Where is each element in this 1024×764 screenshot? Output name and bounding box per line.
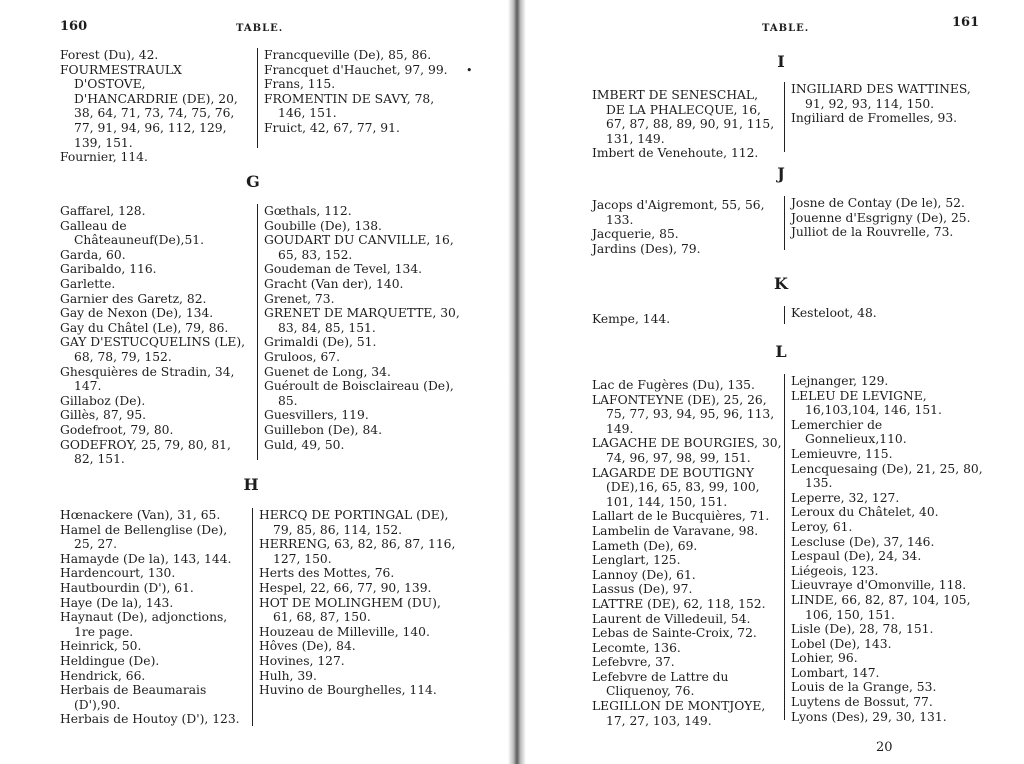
- index-entry: Guesvillers, 119.: [264, 408, 369, 423]
- index-entry: Lisle (De), 28, 78, 151.: [791, 622, 934, 637]
- index-entry: LAGARDE DE BOUTIGNY (DE),16, 65, 83, 99, 100, 101, 144, 150, 151.: [592, 465, 760, 509]
- index-entry: Hamel de Bellenglise (De), 25, 27.: [60, 522, 228, 552]
- index-entry: INGILIARD DES WATTINES, 91, 92, 93, 114, 150.: [791, 82, 971, 111]
- index-entry: Hautbourdin (D'), 61.: [60, 580, 194, 595]
- index-entry: Hardencourt, 130.: [60, 566, 176, 581]
- right-page: [526, 0, 1024, 764]
- index-entry: Guillebon (De), 84.: [264, 422, 383, 437]
- index-entry: Lescluse (De), 37, 146.: [791, 534, 935, 549]
- index-entry: Goubille (De), 138.: [264, 218, 382, 233]
- section-letter-i: I: [777, 52, 785, 71]
- index-entry: Francquet d'Hauchet, 97, 99.: [264, 62, 448, 77]
- index-entry: Jardins (Des), 79.: [592, 241, 701, 256]
- index-entry: Heinrick, 50.: [60, 639, 142, 654]
- index-entry: Lieuvraye d'Omonville, 118.: [791, 578, 967, 593]
- index-entry: Lannoy (De), 61.: [592, 567, 696, 582]
- index-entry: Louis de la Grange, 53.: [791, 680, 937, 695]
- index-entry: Francqueville (De), 85, 86.: [264, 48, 432, 62]
- index-entry: Imbert de Venehoute, 112.: [592, 146, 759, 161]
- index-entry: GODEFROY, 25, 79, 80, 81, 82, 151.: [60, 437, 231, 467]
- index-entry: Goudeman de Tevel, 134.: [264, 262, 423, 277]
- index-entry: LAFONTEYNE (DE), 25, 26, 75, 77, 93, 94, 95, 96, 113, 149.: [592, 392, 775, 436]
- index-entry: FOURMESTRAULX D'OSTOVE, D'HANCARDRIE (DE), 20, 38, 64, 71, 73, 74, 75, 76, 77, 91, 94, 96, 112, 129, 139, 151.: [60, 62, 238, 150]
- section-letter-h: H: [243, 475, 259, 494]
- index-column: [257, 48, 462, 148]
- index-column: [60, 204, 250, 467]
- index-column: [784, 196, 981, 250]
- index-entry: Gay du Châtel (Le), 79, 86.: [60, 320, 229, 335]
- index-entry: LEGILLON DE MONTJOYE, 17, 27, 103, 149.: [592, 699, 766, 728]
- index-entry: Guenet de Long, 34.: [264, 364, 391, 379]
- index-entry: LAGACHE DE BOURGIES, 30, 74, 96, 97, 98, 99, 151.: [592, 436, 782, 465]
- index-entry: Houzeau de Milleville, 140.: [259, 624, 430, 639]
- index-entry: Lefebvre de Lattre du Cliquenoy, 76.: [592, 669, 729, 699]
- book-gutter: [508, 0, 526, 764]
- index-entry: FROMENTIN DE SAVY, 78, 146, 151.: [264, 91, 435, 121]
- index-entry: Lefebvre, 37.: [592, 655, 675, 670]
- index-entry: HOT DE MOLINGHEM (DU), 61, 68, 87, 150.: [259, 595, 441, 625]
- index-entry: LELEU DE LEVIGNE, 16,103,104, 146, 151.: [791, 388, 942, 418]
- index-entry: Luytens de Bossut, 77.: [791, 695, 933, 710]
- index-entry: Gillaboz (De).: [60, 393, 146, 408]
- index-entry: Gaffarel, 128.: [60, 204, 146, 218]
- index-entry: Haye (De la), 143.: [60, 595, 174, 610]
- index-entry: Leroux du Châtelet, 40.: [791, 505, 939, 520]
- index-column: [784, 82, 981, 152]
- index-column: [592, 378, 782, 728]
- index-entry: Hœnackere (Van), 31, 65.: [60, 508, 221, 522]
- index-entry: Leroy, 61.: [791, 519, 853, 534]
- index-entry: HERRENG, 63, 82, 86, 87, 116, 127, 150.: [259, 537, 456, 566]
- index-entry: Garlette.: [60, 276, 116, 291]
- index-entry: Lecomte, 136.: [592, 640, 681, 655]
- page-number: 160: [60, 19, 88, 34]
- left-page: [0, 0, 508, 764]
- index-entry: Leperre, 32, 127.: [791, 490, 900, 505]
- index-entry: Garda, 60.: [60, 247, 126, 262]
- section-letter-g: G: [246, 172, 260, 191]
- index-entry: Gœthals, 112.: [264, 204, 352, 218]
- index-entry: Kesteloot, 48.: [791, 306, 877, 320]
- running-head: TABLE.: [236, 23, 284, 34]
- index-entry: Ghesquières de Stradin, 34, 147.: [60, 364, 235, 394]
- index-entry: Herbais de Houtoy (D'), 123.: [60, 712, 240, 727]
- index-column: [784, 306, 981, 324]
- index-entry: Frans, 115.: [264, 77, 336, 92]
- section-letter-l: L: [775, 342, 787, 361]
- index-entry: Lameth (De), 69.: [592, 538, 698, 553]
- index-entry: Herts des Mottes, 76.: [259, 566, 395, 581]
- section-letter-k: K: [774, 274, 788, 293]
- index-entry: Hendrick, 66.: [60, 668, 146, 683]
- index-entry: Garnier des Garetz, 82.: [60, 291, 207, 306]
- index-entry: Gruloos, 67.: [264, 349, 341, 364]
- index-entry: Lebas de Sainte-Croix, 72.: [592, 626, 757, 641]
- index-entry: Herbais de Beaumarais (D'),90.: [60, 683, 207, 712]
- index-entry: Hespel, 22, 66, 77, 90, 139.: [259, 580, 432, 595]
- index-entry: Huvino de Bourghelles, 114.: [259, 683, 437, 698]
- index-column: [60, 48, 250, 165]
- index-entry: Ingiliard de Fromelles, 93.: [791, 111, 958, 126]
- index-entry: Galleau de Châteauneuf(De),51.: [60, 218, 204, 248]
- index-entry: Lejnanger, 129.: [791, 374, 889, 388]
- index-entry: Gillès, 87, 95.: [60, 408, 147, 423]
- index-entry: Garibaldo, 116.: [60, 262, 157, 277]
- index-entry: Gracht (Van der), 140.: [264, 276, 404, 291]
- index-column: [592, 312, 776, 327]
- running-head: TABLE.: [762, 23, 810, 34]
- index-entry: Lallart de le Bucquières, 71.: [592, 509, 770, 524]
- index-entry: Lobel (De), 143.: [791, 636, 892, 651]
- index-entry: Lenglart, 125.: [592, 553, 681, 568]
- index-entry: Jacquerie, 85.: [592, 227, 679, 242]
- index-entry: Fruict, 42, 67, 77, 91.: [264, 120, 400, 135]
- index-entry: Lemieuvre, 115.: [791, 446, 893, 461]
- index-entry: Hôves (De), 84.: [259, 639, 356, 654]
- index-entry: Lyons (Des), 29, 30, 131.: [791, 709, 947, 724]
- index-entry: Lac de Fugères (Du), 135.: [592, 378, 755, 392]
- index-entry: Forest (Du), 42.: [60, 48, 159, 62]
- index-entry: LATTRE (DE), 62, 118, 152.: [592, 596, 766, 611]
- index-entry: Grimaldi (De), 51.: [264, 335, 377, 350]
- index-entry: Julliot de la Rouvrelle, 73.: [791, 225, 954, 240]
- page-number: 161: [952, 15, 980, 30]
- signature-mark: 20: [876, 740, 893, 755]
- index-entry: Gay de Nexon (De), 134.: [60, 306, 214, 321]
- index-entry: Lespaul (De), 24, 34.: [791, 549, 922, 564]
- index-entry: Lombart, 147.: [791, 665, 880, 680]
- index-entry: Lohier, 96.: [791, 651, 858, 666]
- index-entry: GOUDART DU CANVILLE, 16, 65, 83, 152.: [264, 233, 454, 262]
- index-column: [252, 508, 457, 726]
- index-entry: HERCQ DE PORTINGAL (DE), 79, 85, 86, 114, 152.: [259, 508, 449, 537]
- index-entry: Godefroot, 79, 80.: [60, 422, 174, 437]
- index-entry: Heldingue (De).: [60, 653, 160, 668]
- index-column: [592, 198, 776, 256]
- ink-dot: •: [466, 64, 473, 77]
- index-entry: Hulh, 39.: [259, 668, 317, 683]
- index-entry: Haynaut (De), adjonctions, 1re page.: [60, 610, 228, 639]
- index-entry: Guéroult de Boisclaireau (De), 85.: [264, 379, 454, 408]
- index-entry: Grenet, 73.: [264, 291, 335, 306]
- section-letter-j: J: [777, 164, 785, 183]
- index-entry: Jacops d'Aigremont, 55, 56, 133.: [592, 198, 765, 227]
- index-entry: Lemerchier de Gonnelieux,110.: [791, 417, 907, 447]
- index-entry: Fournier, 114.: [60, 150, 148, 165]
- index-entry: Lencquesaing (De), 21, 25, 80, 135.: [791, 461, 983, 491]
- index-entry: Lambelin de Varavane, 98.: [592, 523, 759, 538]
- index-entry: Hamayde (De la), 143, 144.: [60, 551, 232, 566]
- index-entry: GRENET DE MARQUETTE, 30, 83, 84, 85, 151.: [264, 306, 460, 335]
- index-entry: IMBERT DE SENESCHAL, DE LA PHALECQUE, 16, 67, 87, 88, 89, 90, 91, 115, 131, 149.: [592, 88, 775, 146]
- index-entry: LINDE, 66, 82, 87, 104, 105, 106, 150, 151.: [791, 592, 971, 622]
- index-column: [257, 204, 462, 460]
- index-entry: Jouenne d'Esgrigny (De), 25.: [791, 210, 971, 225]
- index-entry: Liégeois, 123.: [791, 563, 879, 578]
- index-column: [784, 374, 987, 724]
- index-entry: Guld, 49, 50.: [264, 437, 345, 452]
- index-entry: Laurent de Villedeuil, 54.: [592, 611, 751, 626]
- index-entry: Hovines, 127.: [259, 653, 345, 668]
- index-entry: Lassus (De), 97.: [592, 582, 693, 597]
- index-column: [60, 508, 250, 727]
- index-entry: GAY D'ESTUCQUELINS (LE), 68, 78, 79, 152.: [60, 335, 246, 364]
- index-entry: Kempe, 144.: [592, 312, 671, 326]
- index-column: [592, 88, 776, 161]
- index-entry: Josne de Contay (De le), 52.: [791, 196, 965, 210]
